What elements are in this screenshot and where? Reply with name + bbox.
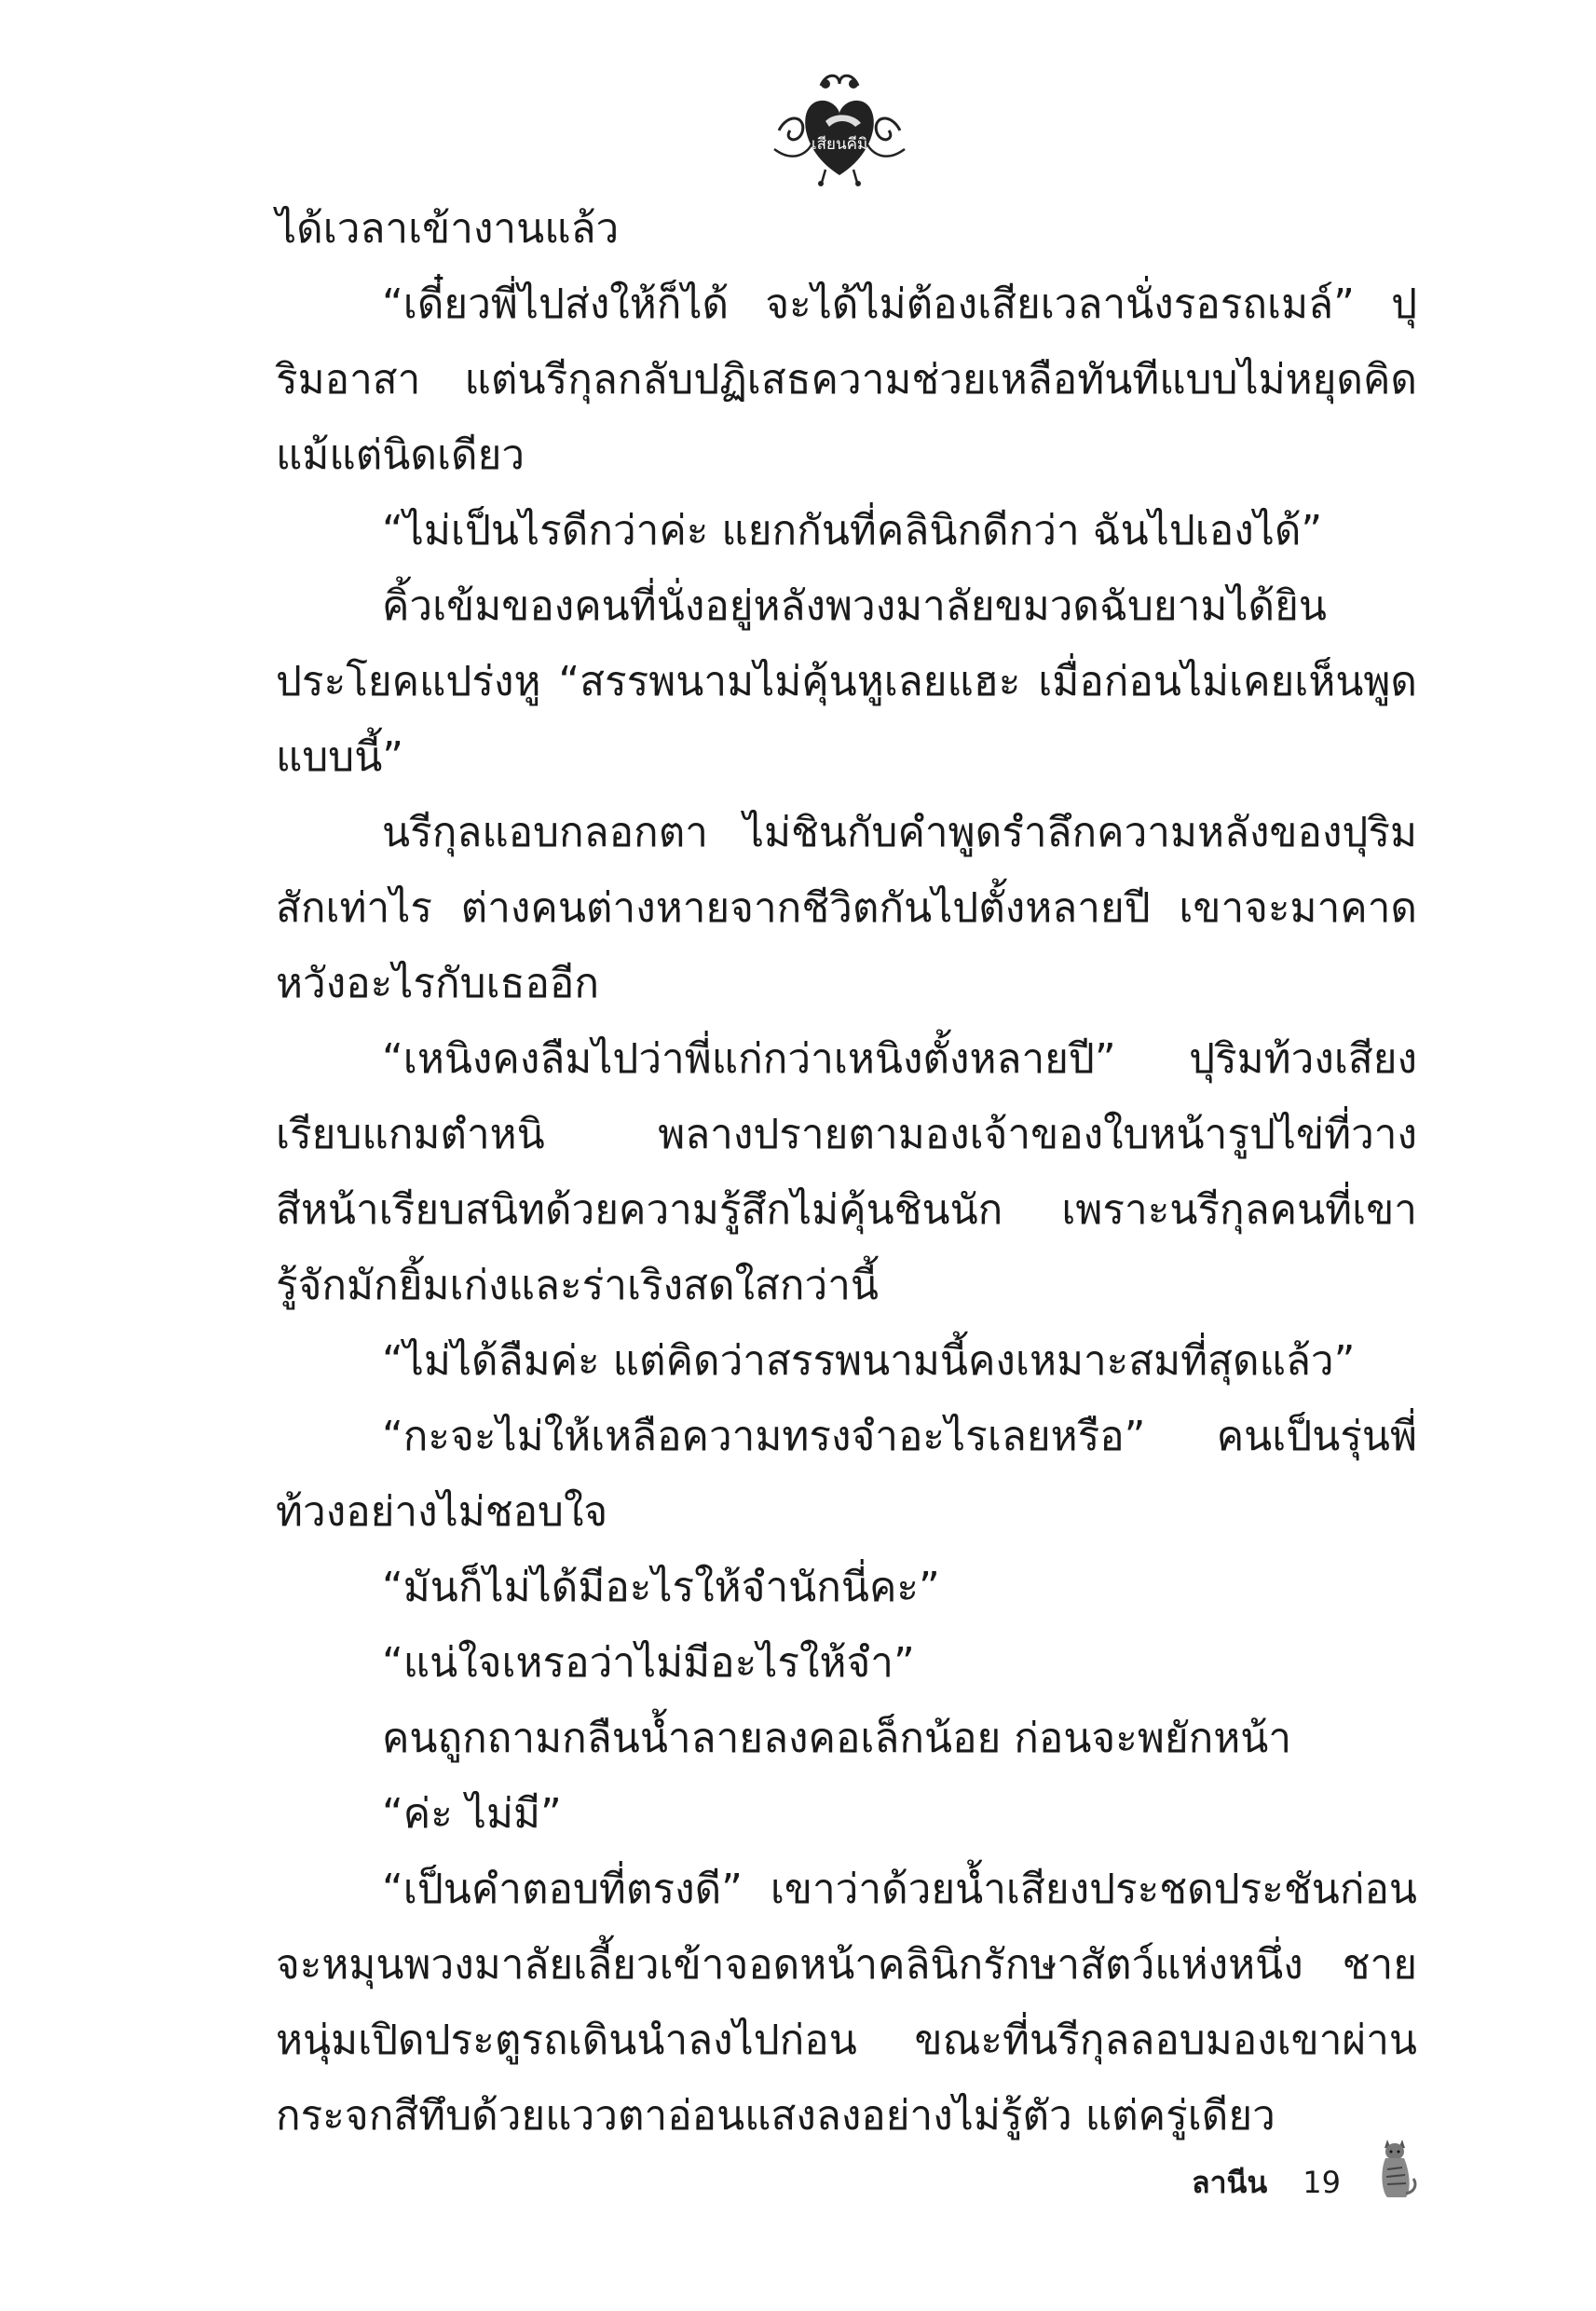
header-logo [770, 65, 909, 186]
footer-author: ลานีน [1191, 2165, 1268, 2200]
paragraph-7: “ไม่ได้ลืมค่ะ แต่คิดว่าสรรพนามนี้คงเหมาะสมที่สุดแล้ว” [382, 1337, 1356, 1385]
paragraph-3: “ไม่เป็นไรดีกว่าค่ะ แยกกันที่คลินิกดีกว่า ฉันไปเองได้” [382, 507, 1323, 554]
paragraph-12: “ค่ะ ไม่มี” [382, 1790, 562, 1838]
page-body [276, 191, 1417, 2154]
paragraph-9: “มันก็ไม่ได้มีอะไรให้จำนักนี่คะ” [382, 1564, 940, 1611]
paragraph-6: “เหนิงคงลืมไปว่าพี่แก่กว่าเหนิงตั้งหลายปี” ปุริมท้วงเสียงเรียบแกมตำหนิ พลางปรายตามองเจ้าของใบหน้ารูปไข่ที่วางสีหน้าเรียบสนิทด้วยความรู้สึกไม่คุ้นชินนัก เพราะนรีกุลคนที่เขารู้จักมักยิ้มเก่งและร่าเริงสดใสกว่านี้ [276, 1035, 1417, 1309]
paragraph-2: “เดี๋ยวพี่ไปส่งให้ก็ได้ จะได้ไม่ต้องเสียเวลานั่งรอรถเมล์” ปุริมอาสา แต่นรีกุลกลับปฏิเสธความช่วยเหลือทันทีแบบไม่หยุดคิดแม้แต่นิดเดียว [276, 280, 1417, 479]
paragraph-13: “เป็นคำตอบที่ตรงดี” เขาว่าด้วยน้ำเสียงประชดประชันก่อนจะหมุนพวงมาลัยเลี้ยวเข้าจอดหน้าคลินิกรักษาสัตว์แห่งหนึ่ง ชายหนุ่มเปิดประตูรถเดินนำลงไปก่อน ขณะที่นรีกุลลอบมองเขาผ่านกระจกสีทึบด้วยแววตาอ่อนแสงลงอย่างไม่รู้ตัว แต่ครู่เดียว [276, 1866, 1417, 2140]
paragraph-4: คิ้วเข้มของคนที่นั่งอยู่หลังพวงมาลัยขมวดฉับยามได้ยินประโยคแปร่งหู “สรรพนามไม่คุ้นหูเลยแฮะ เมื่อก่อนไม่เคยเห็นพูดแบบนี้” [276, 582, 1417, 781]
page-footer [1192, 2134, 1419, 2201]
paragraph-5: นรีกุลแอบกลอกตา ไม่ชินกับคำพูดรำลึกความหลังของปุริมสักเท่าไร ต่างคนต่างหายจากชีวิตกันไปตั้งหลายปี เขาจะมาคาดหวังอะไรกับเธออีก [276, 809, 1417, 1007]
logo-text: เสียนคีมิ [811, 135, 868, 154]
paragraph-10: “แน่ใจเหรอว่าไม่มีอะไรให้จำ” [382, 1639, 915, 1687]
paragraph-8: “กะจะไม่ให้เหลือความทรงจำอะไรเลยหรือ” คนเป็นรุ่นพี่ท้วงอย่างไม่ชอบใจ [276, 1413, 1417, 1536]
ornate-heart-crest-logo-icon [770, 65, 909, 186]
paragraph-1: ได้เวลาเข้างานแล้ว [276, 205, 620, 253]
page-number: 19 [1303, 2165, 1341, 2200]
cat-icon [1374, 2134, 1419, 2201]
paragraph-11: คนถูกถามกลืนน้ำลายลงคอเล็กน้อย ก่อนจะพยักหน้า [382, 1715, 1292, 1762]
